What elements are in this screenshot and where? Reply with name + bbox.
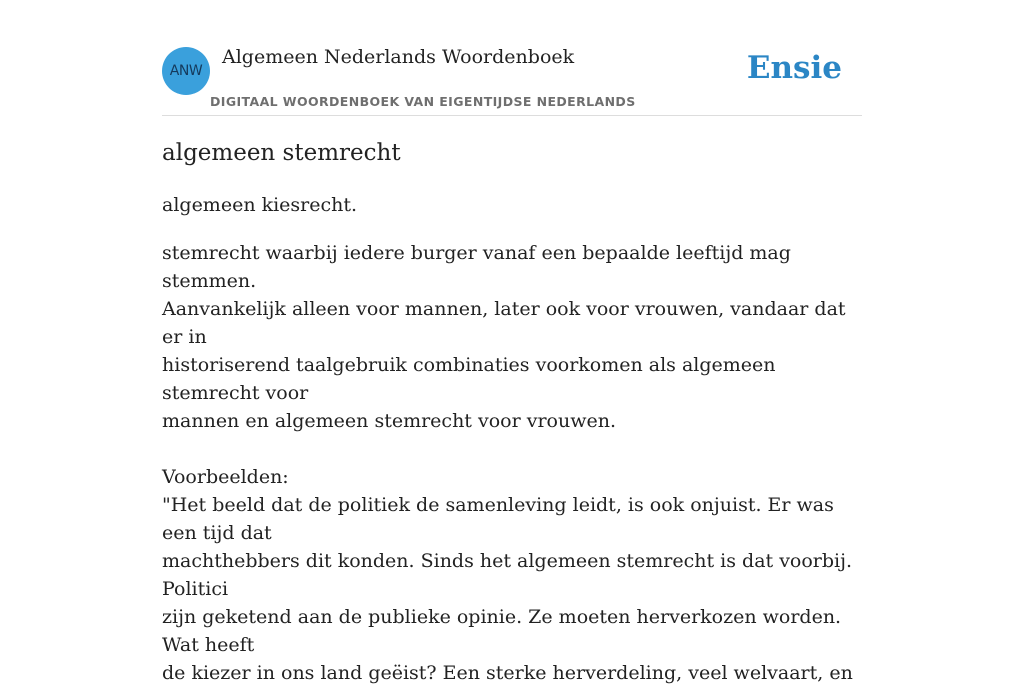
site-title[interactable]: Algemeen Nederlands Woordenboek	[222, 46, 575, 68]
entry-synonym: algemeen kiesrecht.	[162, 194, 358, 216]
page-content	[162, 0, 862, 684]
entry-definition: stemrecht waarbij iedere burger vanaf een bepaalde leeftijd mag stemmen. Aanvankelijk alleen voor mannen, later ook voor vrouwen, vandaar dat er in historiserend taalgebruik combinaties voorkomen als algemeen stemrecht voor mannen en algemeen stemrecht voor vrouwen. Voorbeelden: "Het beeld dat de politiek de samenleving leidt, is ook onjuist. Er was een tijd dat machthebbers dit konden. Sinds het algemeen stemrecht is dat voorbij. Politici zijn geketend aan de publieke opinie. Ze moeten herverkozen worden. Wat heeft de kiezer in ons land geëist? Een sterke herverdeling, veel welvaart, en	[162, 242, 853, 684]
anw-logo[interactable]: ANW	[162, 47, 210, 95]
site-subtitle: DIGITAAL WOORDENBOEK VAN EIGENTIJDSE NEDERLANDS	[210, 94, 636, 109]
site-header	[162, 0, 862, 116]
entry-headword: algemeen stemrecht	[162, 140, 401, 166]
ensie-brand-link[interactable]: Ensie	[746, 50, 842, 86]
